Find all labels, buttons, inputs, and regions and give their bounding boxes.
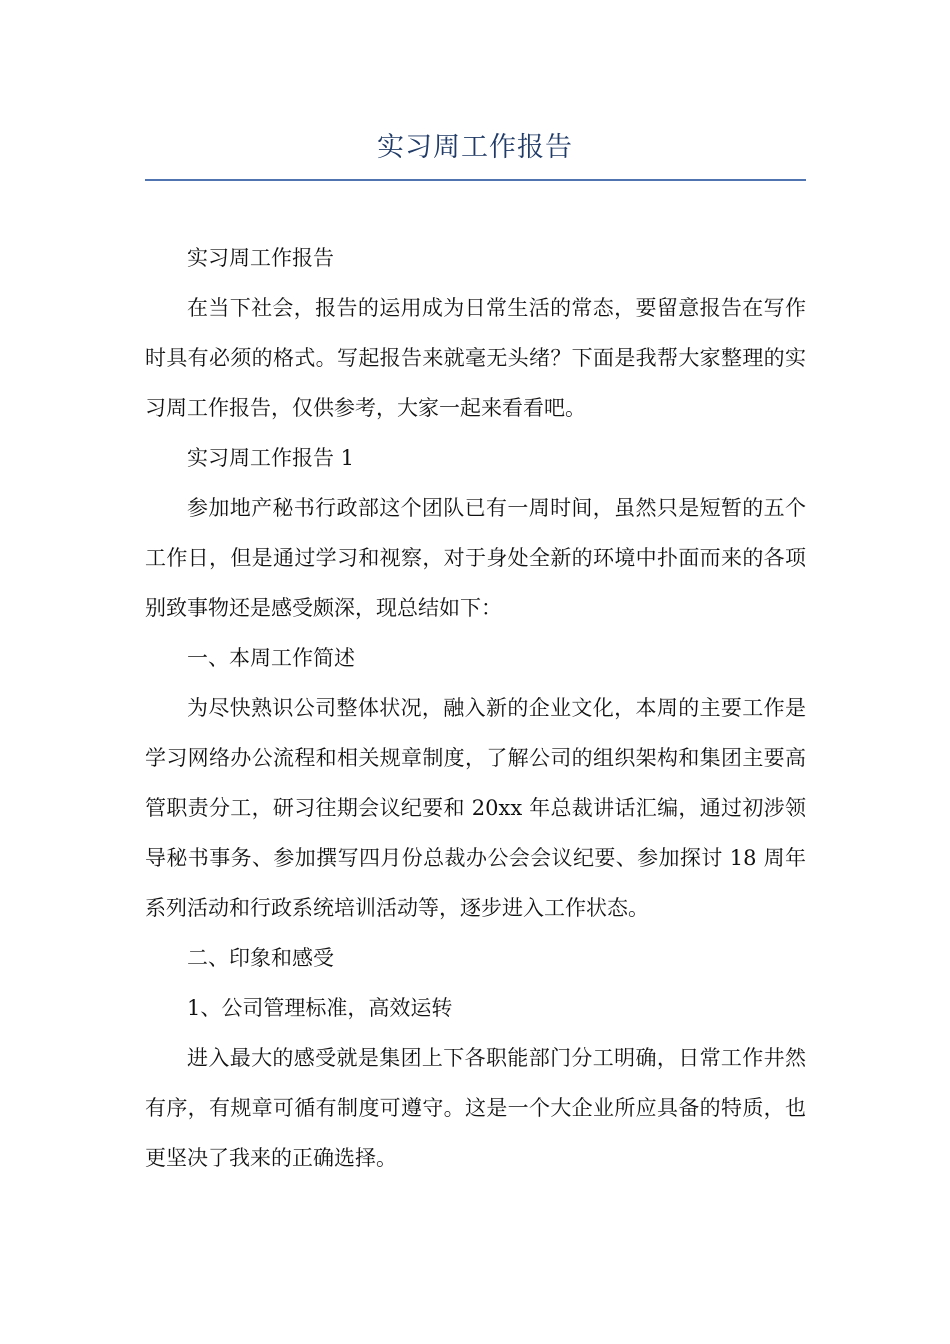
body-paragraph: 进入最大的感受就是集团上下各职能部门分工明确，日常工作井然有序，有规章可循有制度可遵守。这是一个大企业所应具备的特质，也更坚决了我来的正确选择。 <box>145 1046 806 1170</box>
intro-paragraph: 在当下社会，报告的运用成为日常生活的常态，要留意报告在写作时具有必须的格式。写起报告来就毫无头绪？下面是我帮大家整理的实习周工作报告，仅供参考，大家一起来看看吧。 <box>145 296 806 420</box>
subsection-heading: 一、本周工作简述 <box>187 646 355 670</box>
document-body <box>145 233 806 1183</box>
section-heading: 实习周工作报告 <box>187 246 334 270</box>
title-divider <box>145 179 806 181</box>
document-title: 实习周工作报告 <box>377 132 573 163</box>
body-paragraph: 参加地产秘书行政部这个团队已有一周时间，虽然只是短暂的五个工作日，但是通过学习和视察，对于身处全新的环境中扑面而来的各项别致事物还是感受颇深，现总结如下： <box>145 496 806 620</box>
report-heading: 实习周工作报告 1 <box>187 446 355 470</box>
subsection-heading: 二、印象和感受 <box>187 946 334 970</box>
item-heading: 1、公司管理标准，高效运转 <box>187 996 453 1020</box>
body-paragraph: 为尽快熟识公司整体状况，融入新的企业文化，本周的主要工作是学习网络办公流程和相关规章制度，了解公司的组织架构和集团主要高管职责分工，研习往期会议纪要和 20xx 年总裁讲话汇编，通过初涉领导秘书事务、参加撰写四月份总裁办公会会议纪要、参加探讨 18 周年系列活动和行政系统培训活动等，逐步进入工作状态。 <box>145 696 806 920</box>
